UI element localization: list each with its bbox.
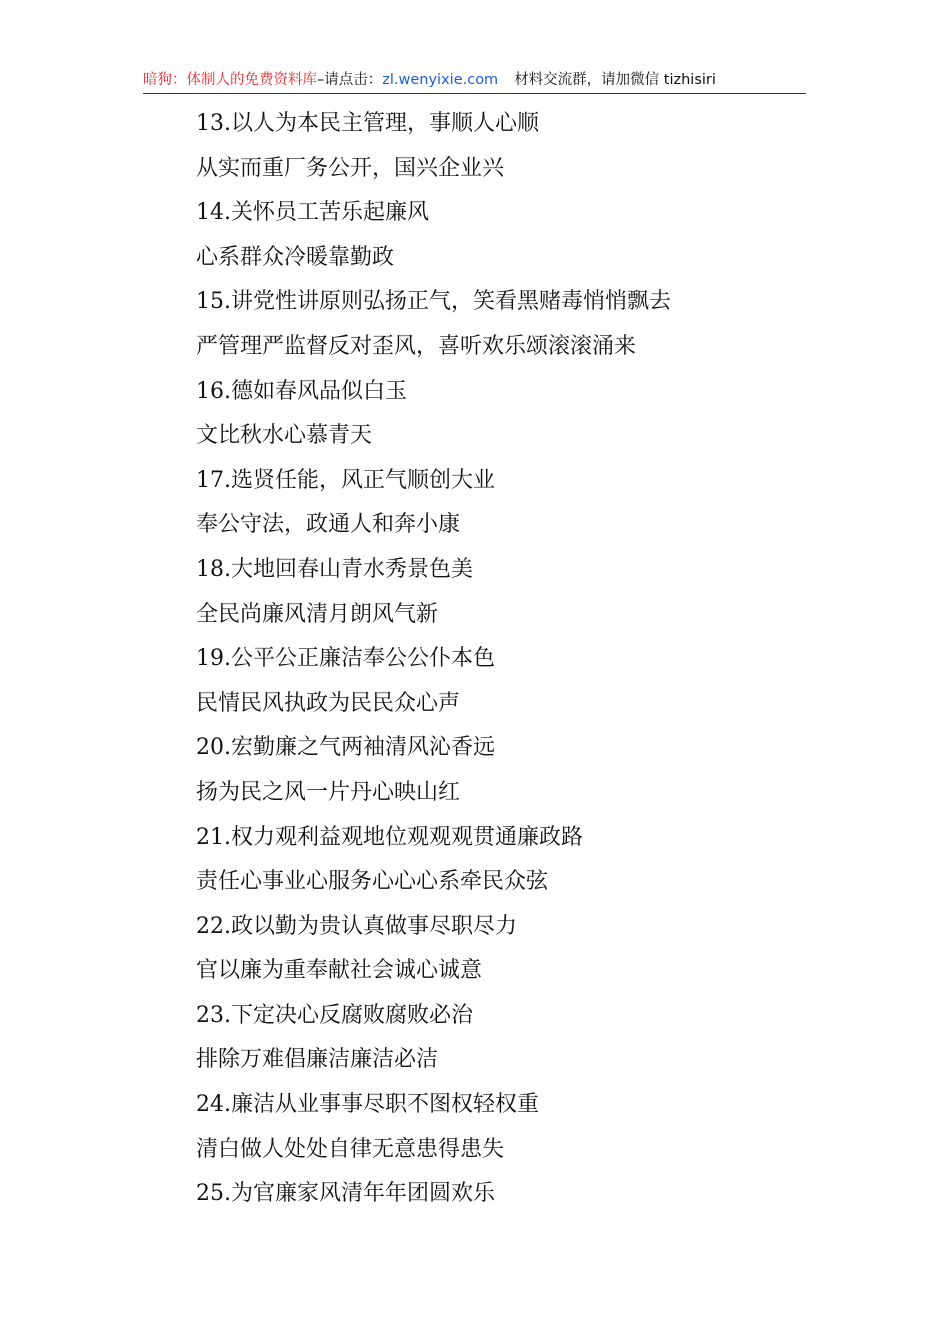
text-line: 文比秋水心慕青天: [196, 423, 373, 449]
text-line: 官以廉为重奉献社会诚心诚意: [196, 958, 483, 984]
text-line: 责任心事业心服务心心心系牵民众弦: [196, 869, 549, 895]
text-line: 19.公平公正廉洁奉公公仆本色: [196, 646, 495, 672]
header-divider: [143, 93, 806, 94]
contact-note: 材料交流群，请加微信 tizhisiri: [514, 72, 716, 88]
text-line: 排除万难倡廉洁廉洁必洁: [196, 1047, 439, 1073]
text-line: 18.大地回春山青水秀景色美: [196, 556, 473, 582]
text-line: 13.以人为本民主管理，事顺人心顺: [196, 111, 539, 136]
text-line: 奉公守法，政通人和奔小康: [196, 512, 461, 538]
text-line: 25.为官廉家风清年年团圆欢乐: [196, 1181, 495, 1207]
text-line: 严管理严监督反对歪风，喜听欢乐颂滚滚涌来: [196, 333, 637, 359]
text-line: 16.德如春风品似白玉: [196, 378, 407, 404]
site-label: 暗狗：体制人的免费资料库: [143, 72, 317, 88]
text-line: 15.讲党性讲原则弘扬正气，笑看黑赌毒悄悄飘去: [196, 289, 671, 315]
text-line: 民情民风执政为民民众心声: [196, 690, 461, 716]
page-header: [143, 68, 806, 92]
text-line: 22.政以勤为贵认真做事尽职尽力: [196, 913, 517, 939]
text-line: 心系群众冷暖靠勤政: [196, 244, 395, 270]
text-line: 21.权力观利益观地位观观观贯通廉政路: [196, 824, 583, 850]
text-line: 14.关怀员工苦乐起廉风: [196, 200, 429, 226]
text-line: 从实而重厂务公开，国兴企业兴: [196, 155, 505, 181]
text-line: 24.廉洁从业事事尽职不图权轻权重: [196, 1092, 539, 1118]
text-line: 17.选贤任能，风正气顺创大业: [196, 467, 495, 493]
site-link[interactable]: zl.wenyixie.com: [382, 72, 499, 88]
text-line: 扬为民之风一片丹心映山红: [196, 779, 461, 805]
document-body: [196, 102, 836, 1217]
text-line: 全民尚廉风清月朗风气新: [196, 601, 439, 627]
click-prompt: –请点击：: [317, 72, 383, 88]
text-line: 23.下定决心反腐败腐败必治: [196, 1002, 473, 1028]
text-line: 清白做人处处自律无意患得患失: [196, 1136, 505, 1162]
text-line: 20.宏勤廉之气两袖清风沁香远: [196, 735, 495, 761]
